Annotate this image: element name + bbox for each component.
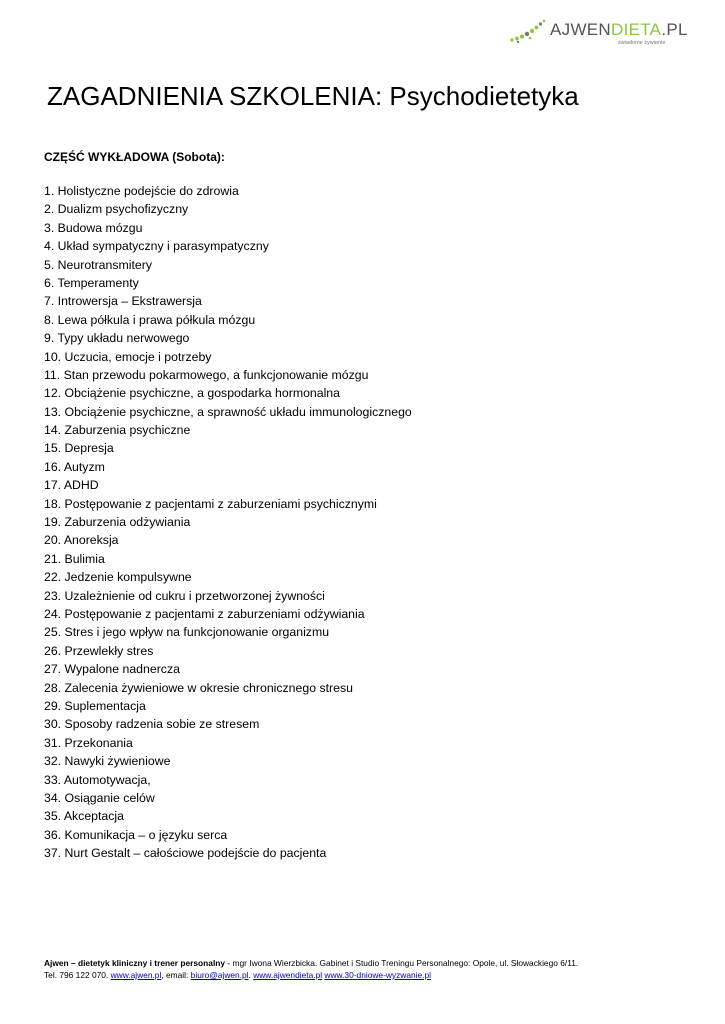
topic-item: 4. Układ sympatyczny i parasympatyczny [44, 239, 269, 254]
footer-link-ajwen[interactable]: www.ajwen.pl [110, 970, 162, 980]
topic-item: 29. Suplementacja [44, 698, 146, 713]
topic-item: 23. Uzależnienie od cukru i przetworzonej żywności [44, 588, 325, 603]
topic-item: 26. Przewlekły stres [44, 643, 154, 658]
brand-tagline: świadome żywienie [618, 40, 666, 46]
topic-item: 34. Osiąganie celów [44, 790, 155, 805]
topic-item: 11. Stan przewodu pokarmowego, a funkcjonowanie mózgu [44, 367, 369, 382]
topic-item: 1. Holistyczne podejście do zdrowia [44, 184, 239, 198]
brand-name-part3: .PL [661, 20, 688, 39]
topic-item: 10. Uczucia, emocje i potrzeby [44, 349, 212, 364]
topic-item: 18. Postępowanie z pacjentami z zaburzeniami psychicznymi [44, 496, 377, 511]
topic-item: 28. Zalecenia żywieniowe w okresie chronicznego stresu [44, 680, 353, 695]
footer-email-link[interactable]: biuro@ajwen.pl [190, 970, 249, 980]
topic-item: 19. Zaburzenia odżywiania [44, 515, 191, 530]
topic-item: 5. Neurotransmitery [44, 257, 152, 272]
topic-item: 13. Obciążenie psychiczne, a sprawność układu immunologicznego [44, 404, 412, 419]
topic-item: 32. Nawyki żywieniowe [44, 754, 171, 769]
brand-name [550, 20, 688, 40]
topic-item: 25. Stres i jego wpływ na funkcjonowanie organizmu [44, 625, 330, 640]
topic-item: 12. Obciążenie psychiczne, a gospodarka hormonalna [44, 386, 340, 401]
footer-sep-2: . [248, 970, 254, 980]
footer-phone: Tel. 796 122 070. [44, 970, 111, 980]
topic-item: 14. Zaburzenia psychiczne [44, 423, 191, 438]
footer-address: - mgr Iwona Wierzbicka. Gabinet i Studio Treningu Personalnego: Opole, ul. Słowackiego 6/11. [225, 958, 579, 968]
topic-item: 9. Typy układu nerwowego [44, 331, 190, 346]
brand-logo [508, 14, 708, 50]
topic-item: 7. Introwersja – Ekstrawersja [44, 294, 202, 309]
topic-item: 3. Budowa mózgu [44, 220, 143, 235]
footer-line-1 [44, 957, 578, 969]
topic-item: 35. Akceptacja [44, 809, 124, 824]
footer [44, 957, 578, 981]
topic-item: 8. Lewa półkula i prawa półkula mózgu [44, 312, 256, 327]
topic-list [44, 182, 412, 862]
topic-item: 17. ADHD [44, 478, 99, 493]
footer-link-ajwendieta[interactable]: www.ajwendieta.pl [253, 970, 323, 980]
topic-item: 2. Dualizm psychofizyczny [44, 202, 189, 217]
footer-line-2 [44, 969, 578, 981]
topic-item: 24. Postępowanie z pacjentami z zaburzeniami odżywiania [44, 606, 365, 621]
page-title: ZAGADNIENIA SZKOLENIA: Psychodietetyka [47, 81, 579, 111]
brand-name-part2: DIETA [611, 20, 662, 39]
topic-item: 21. Bulimia [44, 551, 105, 566]
topic-item: 36. Komunikacja – o języku serca [44, 827, 228, 842]
topic-item: 31. Przekonania [44, 735, 133, 750]
topic-item: 16. Autyzm [44, 459, 105, 474]
footer-sep-1: , email: [161, 970, 191, 980]
footer-link-challenge[interactable]: www.30-dniowe-wyzwanie.pl [324, 970, 432, 980]
topic-item: 20. Anoreksja [44, 533, 119, 548]
topic-item: 6. Temperamenty [44, 275, 139, 290]
brand-name-part1: AJWEN [550, 20, 611, 39]
topic-item: 22. Jedzenie kompulsywne [44, 570, 192, 585]
topic-item: 27. Wypalone nadnercza [44, 662, 180, 677]
dotted-swoosh-logo-icon [508, 18, 548, 44]
topic-item: 37. Nurt Gestalt – całościowe podejście do pacjenta [44, 846, 327, 861]
topic-item: 15. Depresja [44, 441, 114, 456]
footer-company: Ajwen – dietetyk kliniczny i trener personalny [44, 958, 226, 968]
section-heading: CZĘŚĆ WYKŁADOWA (Sobota): [44, 150, 225, 164]
topic-item: 33. Automotywacja, [44, 772, 151, 787]
topic-item: 30. Sposoby radzenia sobie ze stresem [44, 717, 260, 732]
